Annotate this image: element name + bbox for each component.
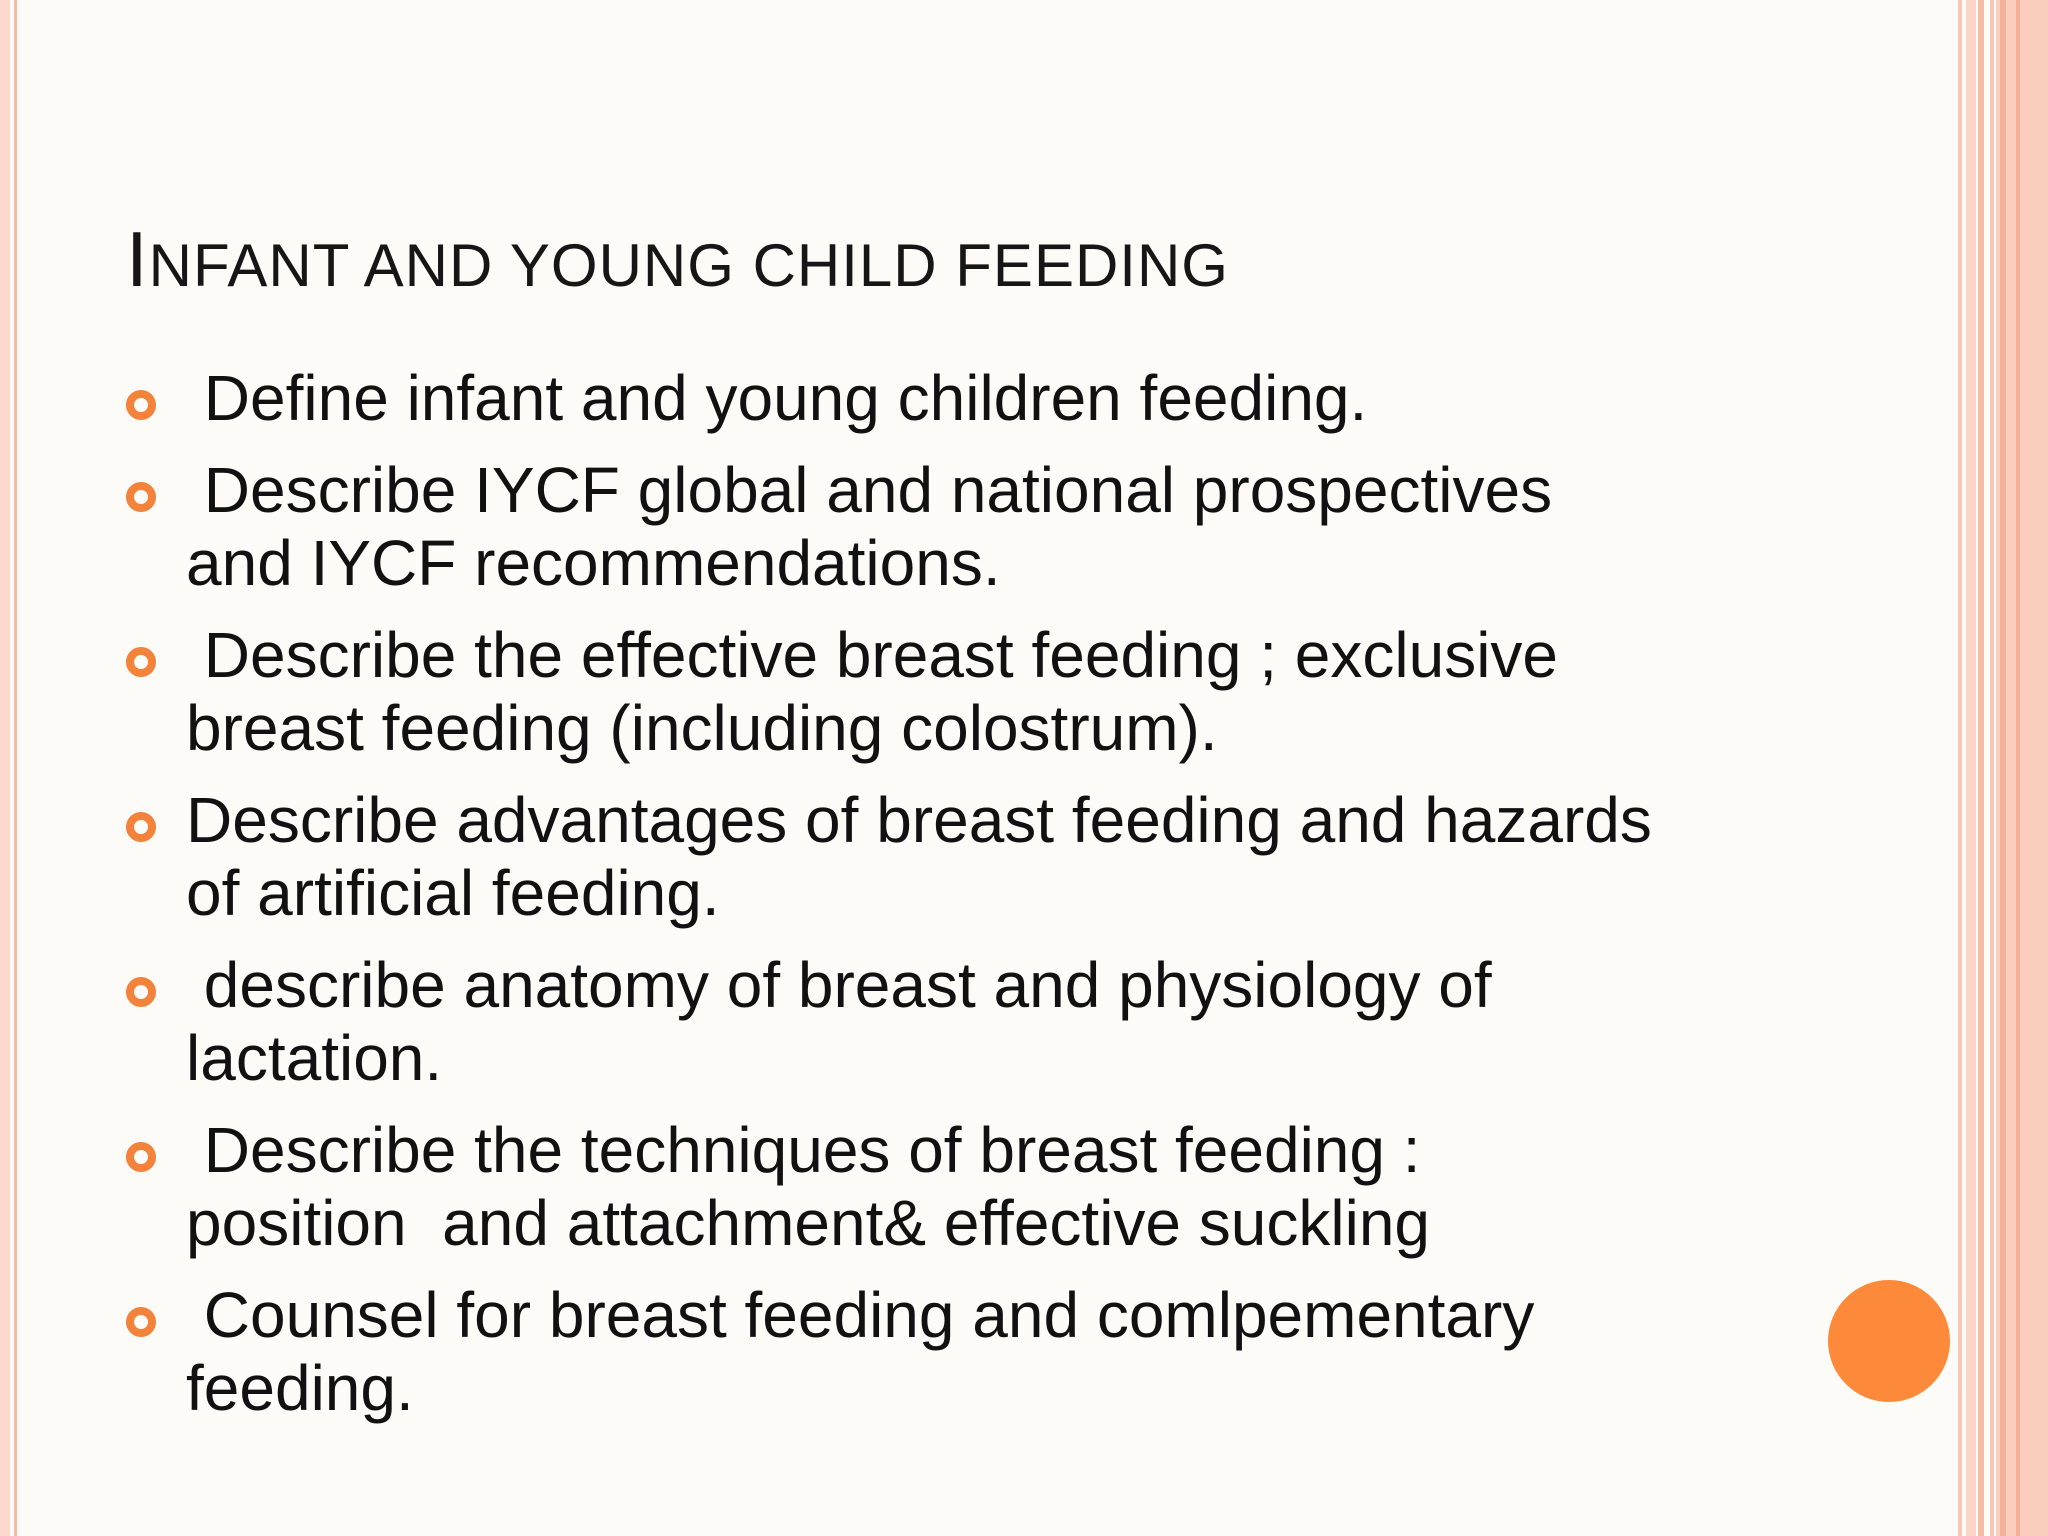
right-frame-line-5 bbox=[2016, 0, 2020, 1536]
bullet-item bbox=[126, 619, 1846, 765]
orange-circle-decoration bbox=[1828, 1280, 1950, 1402]
left-frame-stripe bbox=[0, 0, 10, 1536]
title-first-letter: I bbox=[126, 215, 149, 303]
bullet-circle-icon bbox=[126, 977, 156, 1007]
bullet-item bbox=[126, 784, 1846, 930]
right-frame-line-3 bbox=[1990, 0, 1994, 1536]
bullet-text: Counsel for breast feeding and comlpementary feeding. bbox=[186, 1279, 1535, 1424]
bullet-text: Describe advantages of breast feeding and hazards of artificial feeding. bbox=[186, 784, 1652, 929]
right-frame-line-4 bbox=[2000, 0, 2006, 1536]
bullet-circle-icon bbox=[126, 812, 156, 842]
bullet-circle-icon bbox=[126, 1307, 156, 1337]
bullet-text: Define infant and young children feeding. bbox=[186, 362, 1368, 434]
bullet-circle-icon bbox=[126, 482, 156, 512]
bullet-circle-icon bbox=[126, 647, 156, 677]
bullet-item bbox=[126, 1279, 1846, 1425]
bullet-item bbox=[126, 454, 1846, 600]
right-frame-stripe-1 bbox=[1966, 0, 1976, 1536]
bullet-text: Describe the techniques of breast feeding : position and attachment& effective suckling bbox=[186, 1114, 1430, 1259]
slide-title bbox=[126, 214, 1229, 305]
right-frame-line-1 bbox=[1958, 0, 1962, 1536]
bullet-text: Describe IYCF global and national prospectives and IYCF recommendations. bbox=[186, 454, 1553, 599]
bullet-text: Describe the effective breast feeding ; exclusive breast feeding (including colostrum). bbox=[186, 619, 1558, 764]
right-frame-line-2 bbox=[1978, 0, 1984, 1536]
bullet-item bbox=[126, 362, 1846, 435]
bullet-text: describe anatomy of breast and physiology of lactation. bbox=[186, 949, 1492, 1094]
bullet-item bbox=[126, 1114, 1846, 1260]
bullet-circle-icon bbox=[126, 390, 156, 420]
bullet-circle-icon bbox=[126, 1142, 156, 1172]
title-rest: NFANT AND YOUNG CHILD FEEDING bbox=[148, 232, 1229, 299]
bullet-list bbox=[126, 362, 1846, 1444]
bullet-item bbox=[126, 949, 1846, 1095]
left-frame-line bbox=[14, 0, 17, 1536]
